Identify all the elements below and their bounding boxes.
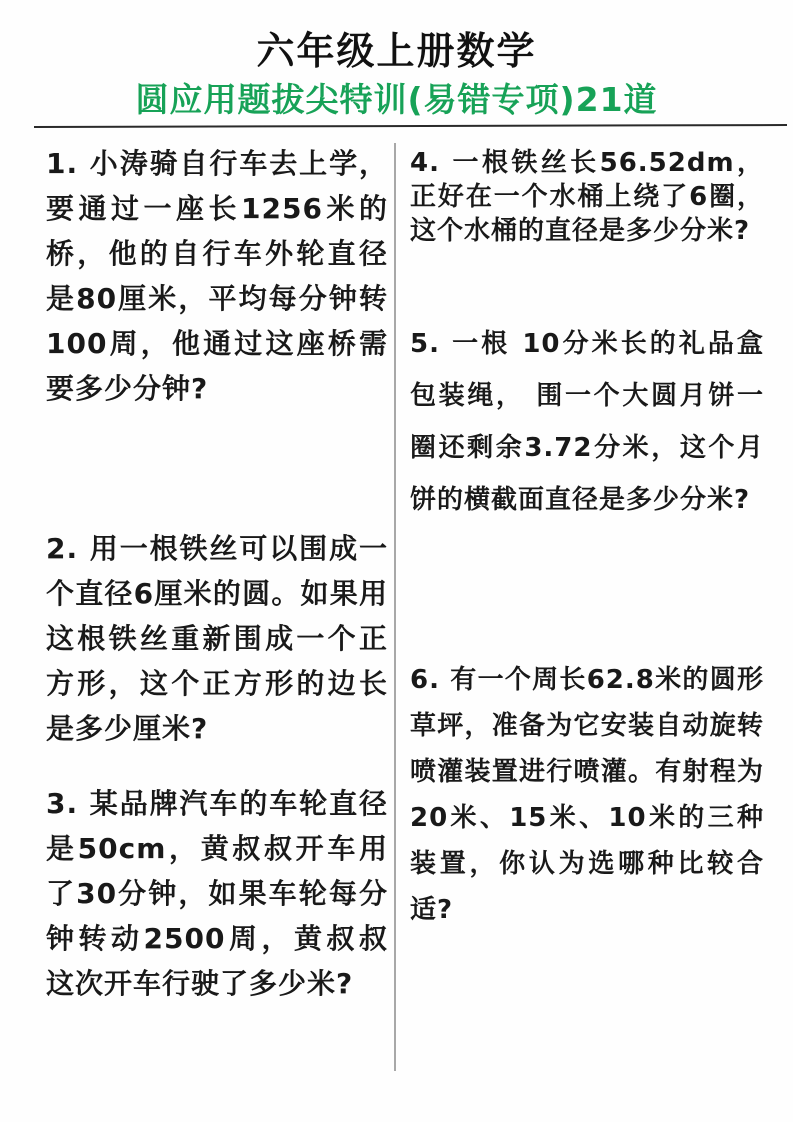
problem-6-text: 6. 有一个周长62.8米的圆形草坪，准备为它安装自动旋转喷灌装置进行喷灌。有射程为20米、15米、10米的三种装置，你认为选哪种比较合适?: [410, 665, 764, 925]
problem-2-text: 2. 用一根铁丝可以围成一个直径6厘米的圆。如果用这根铁丝重新围成一个正方形，这个正方形的边长是多少厘米?: [46, 532, 388, 745]
problem-5-text: 5. 一根 10分米长的礼品盒包装绳， 围一个大圆月饼一圈还剩余3.72分米，这个月饼的横截面直径是多少分米?: [410, 329, 764, 515]
problem-4-text: 4. 一根铁丝长56.52dm，正好在一个水桶上绕了6圈，这个水桶的直径是多少分米?: [410, 148, 764, 246]
column-divider: [394, 143, 396, 1071]
page-title: 六年级上册数学: [256, 29, 537, 73]
problem-1-text: 1. 小涛骑自行车去上学，要通过一座长1256米的桥，他的自行车外轮直径是80厘米，平均每分钟转100周，他通过这座桥需要多少分钟?: [46, 147, 388, 405]
title-underline: [34, 124, 787, 128]
page-subtitle: 圆应用题拔尖特训(易错专项)21道: [135, 80, 658, 119]
problem-3-text: 3. 某品牌汽车的车轮直径是50cm，黄叔叔开车用了30分钟，如果车轮每分钟转动2500周，黄叔叔这次开车行驶了多少米?: [46, 787, 388, 1000]
